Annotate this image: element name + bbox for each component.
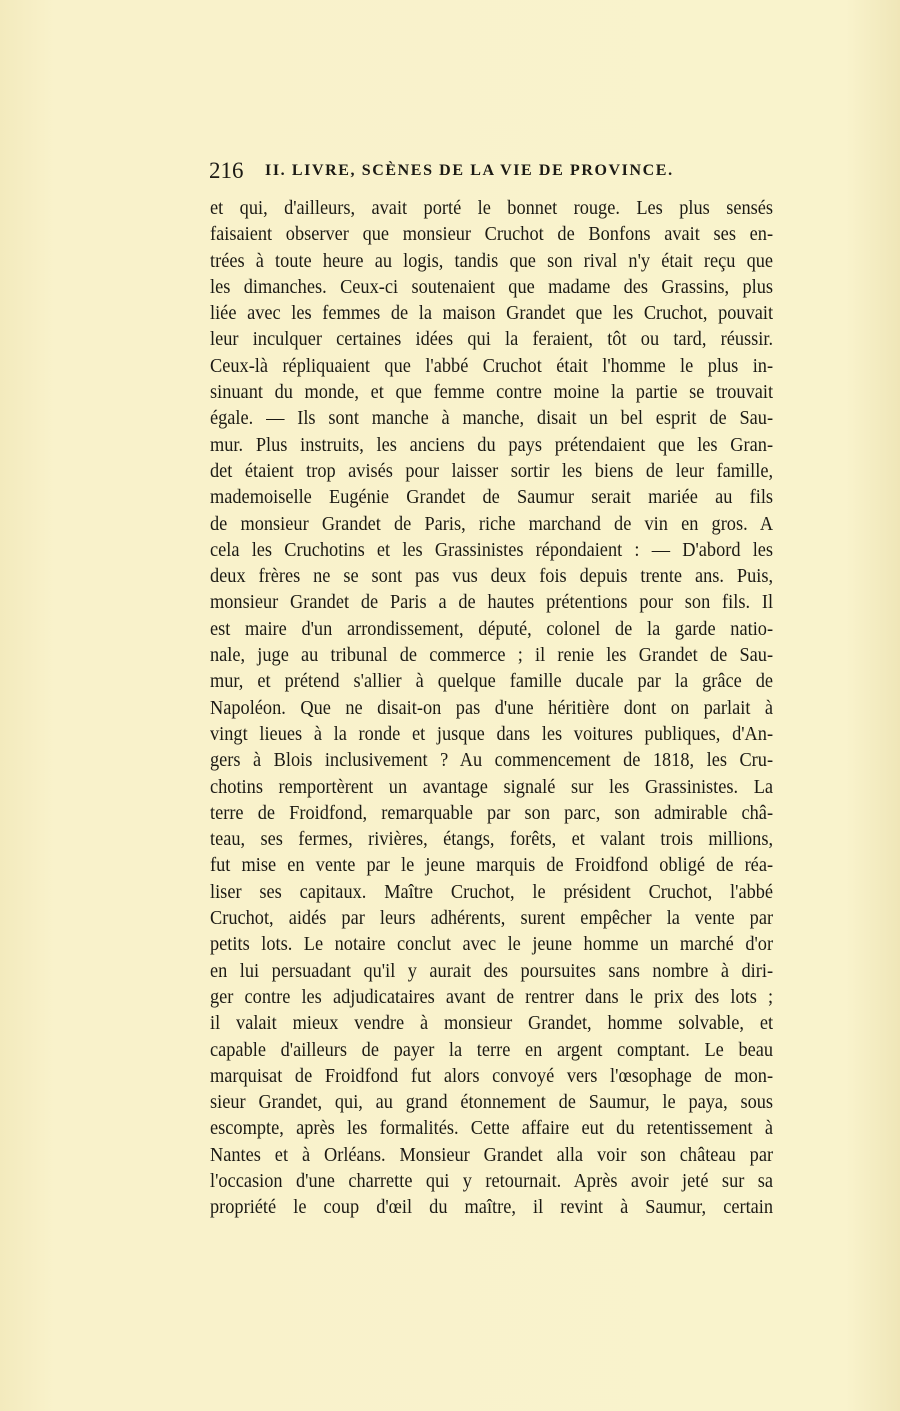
text-line: leur inculquer certaines idées qui la feraient, tôt ou tard, réussir. [210, 329, 774, 351]
text-line: petits lots. Le notaire conclut avec le jeune homme un marché d'or [210, 934, 774, 956]
text-line: propriété le coup d'œil du maître, il revint à Saumur, certain [210, 1197, 774, 1219]
text-line: gers à Blois inclusivement ? Au commencement de 1818, les Cru- [210, 750, 774, 772]
text-line: il valait mieux vendre à monsieur Grandet, homme solvable, et [210, 1013, 774, 1035]
text-line: escompte, après les formalités. Cette affaire eut du retentissement à [210, 1118, 774, 1140]
text-line: liée avec les femmes de la maison Grandet que les Cruchot, pouvait [210, 303, 774, 325]
text-line: trées à toute heure au logis, tandis que son rival n'y était reçu que [210, 250, 774, 272]
text-line: sinuant du monde, et que femme contre moine la partie se trouvait [210, 382, 774, 404]
text-line: chotins remportèrent un avantage signalé sur les Grassinistes. La [210, 776, 774, 798]
text-line: capable d'ailleurs de payer la terre en argent comptant. Le beau [210, 1039, 774, 1061]
text-line: teau, ses fermes, rivières, étangs, forêts, et valant trois millions, [210, 829, 774, 851]
text-line: Cruchot, aidés par leurs adhérents, surent empêcher la vente par [210, 908, 774, 930]
text-line: l'occasion d'une charrette qui y retournait. Après avoir jeté sur sa [210, 1170, 774, 1192]
page-header [209, 158, 777, 188]
text-line: de monsieur Grandet de Paris, riche marchand de vin en gros. A [210, 513, 774, 535]
text-line: Nantes et à Orléans. Monsieur Grandet alla voir son château par [210, 1144, 774, 1166]
text-line: et qui, d'ailleurs, avait porté le bonnet rouge. Les plus sensés [210, 198, 774, 219]
text-line: mur, et prétend s'allier à quelque famille ducale par la grâce de [210, 671, 774, 693]
text-line: est maire d'un arrondissement, député, colonel de la garde natio- [210, 618, 774, 640]
text-line: sieur Grandet, qui, au grand étonnement de Saumur, le paya, sous [210, 1092, 774, 1114]
text-line: fut mise en vente par le jeune marquis de Froidfond obligé de réa- [210, 855, 774, 877]
running-title: II. LIVRE, SCÈNES DE LA VIE DE PROVINCE. [265, 162, 674, 179]
text-line: deux frères ne se sont pas vus deux fois depuis trente ans. Puis, [210, 566, 774, 588]
text-line: mur. Plus instruits, les anciens du pays prétendaient que les Gran- [210, 434, 774, 456]
text-line: les dimanches. Ceux-ci soutenaient que madame des Grassins, plus [210, 276, 774, 298]
text-line: cela les Cruchotins et les Grassinistes répondaient : — D'abord les [210, 539, 774, 561]
body-text [210, 196, 773, 1222]
text-line: égale. — Ils sont manche à manche, disait un bel esprit de Sau- [210, 408, 774, 430]
text-line: liser ses capitaux. Maître Cruchot, le président Cruchot, l'abbé [210, 881, 774, 903]
text-line: faisaient observer que monsieur Cruchot de Bonfons avait ses en- [210, 224, 774, 246]
text-line: terre de Froidfond, remarquable par son parc, son admirable châ- [210, 802, 774, 824]
text-line: en lui persuadant qu'il y aurait des poursuites sans nombre à diri- [210, 960, 774, 982]
text-line: vingt lieues à la ronde et jusque dans les voitures publiques, d'An- [210, 723, 774, 745]
text-line: ger contre les adjudicataires avant de rentrer dans le prix des lots ; [210, 986, 774, 1008]
text-line: Ceux-là répliquaient que l'abbé Cruchot était l'homme le plus in- [210, 355, 774, 377]
text-line: det étaient trop avisés pour laisser sortir les biens de leur famille, [210, 460, 774, 482]
text-line: nale, juge au tribunal de commerce ; il renie les Grandet de Sau- [210, 645, 774, 667]
text-line: monsieur Grandet de Paris a de hautes prétentions pour son fils. Il [210, 592, 774, 614]
page-number: 216 [209, 158, 244, 183]
text-line: Napoléon. Que ne disait-on pas d'une héritière dont on parlait à [210, 697, 774, 719]
text-line: marquisat de Froidfond fut alors convoyé vers l'œsophage de mon- [210, 1065, 774, 1087]
text-line: mademoiselle Eugénie Grandet de Saumur serait mariée au fils [210, 487, 774, 509]
